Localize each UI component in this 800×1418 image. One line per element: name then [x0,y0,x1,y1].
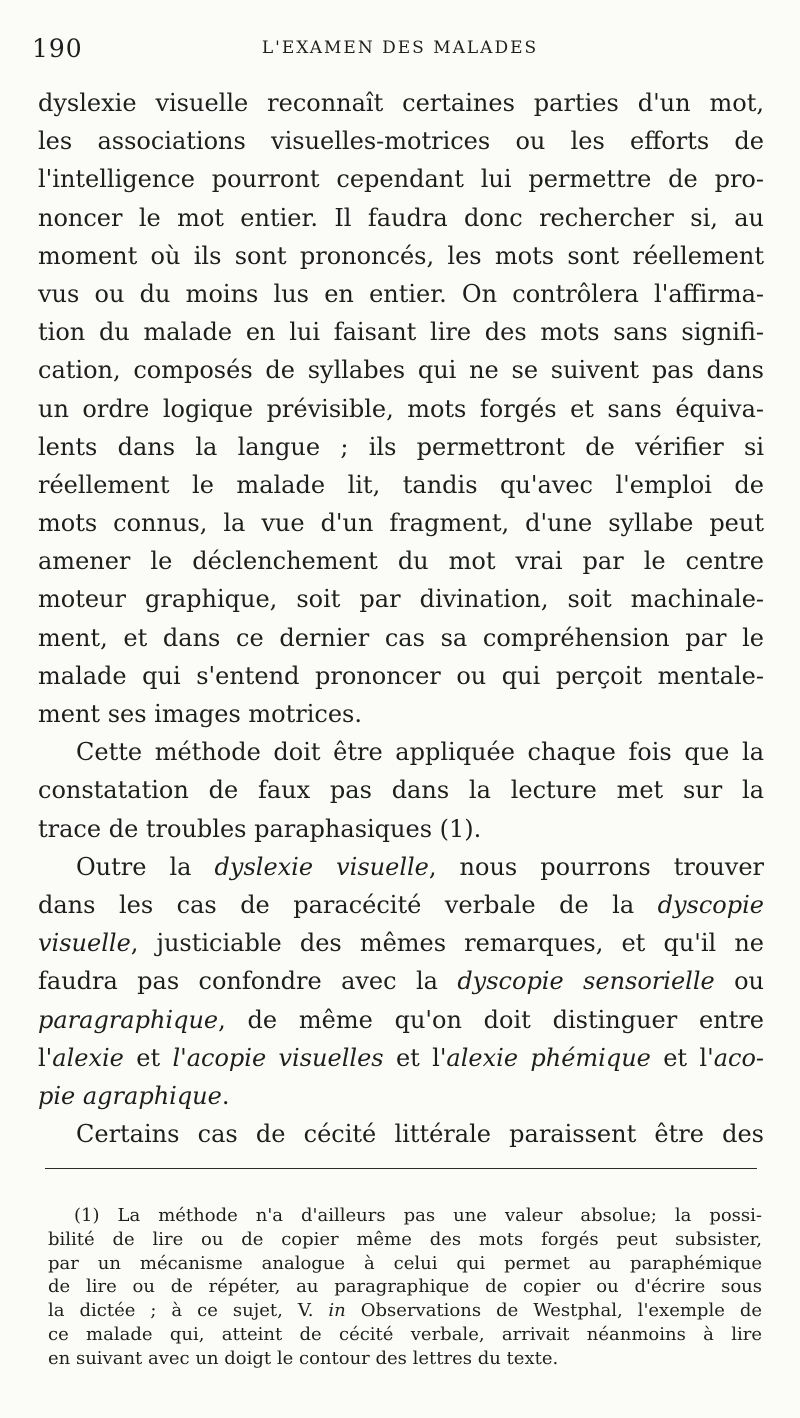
footnote-line: ce malade qui, atteint de cécité verbale, arrivait néanmoins à lire [48,1323,762,1345]
italic-term: aco- [713,1043,764,1072]
footnote-line: bilité de lire ou de copier même des mots forgés peut subsister, [48,1228,762,1250]
text-run: et [123,1043,173,1072]
text-line [38,886,764,924]
text-line: réellement le malade lit, tandis qu'avec l'emploi de [38,470,764,499]
paragraph-end-line: trace de troubles paraphasiques (1). [38,814,482,843]
paragraph-start-line: Certains cas de cécité littérale paraissent être des [76,1120,764,1149]
italic-term: l'acopie visuelles [172,1043,384,1072]
page-number: 190 [32,34,83,63]
text-run: et l' [383,1043,447,1072]
footnote-line: de lire ou de répéter, au paragraphique de copier ou d'écrire sous [48,1276,762,1298]
footnote-line [48,1299,762,1323]
text-line [38,1039,764,1077]
text-line: moment où ils sont prononcés, les mots sont réellement [38,241,764,270]
page-header [30,34,770,70]
italic-term: visuelle [38,929,131,958]
italic-term: alexie phémique [446,1043,651,1072]
text-line [38,1001,764,1039]
text-run: et l' [650,1043,714,1072]
text-run: , de même qu'on doit distinguer entre [218,1005,764,1034]
paragraph-end-line [38,1077,764,1115]
text-run: l' [38,1043,53,1072]
text-line: l'intelligence pourront cependant lui permettre de pro- [38,165,764,194]
body-text [38,84,764,1153]
text-line [38,924,764,962]
text-line: les associations visuelles-motrices ou les efforts de [38,127,764,156]
italic-term: dyslexie visuelle [214,852,429,881]
running-head: L'EXAMEN DES MALADES [261,38,539,58]
text-line: un ordre logique prévisible, mots forgés et sans équiva- [38,394,764,423]
footnote-line: par un mécanisme analogue à celui qui permet au paraphémique [48,1252,762,1274]
italic-term: alexie [52,1043,124,1072]
italic-term: pie agraphique [38,1081,222,1110]
text-line: mots connus, la vue d'un fragment, d'une syllabe peut [38,509,764,538]
text-line: amener le déclenchement du mot vrai par le centre [38,547,764,576]
text-line: tion du malade en lui faisant lire des mots sans signifi- [38,318,764,347]
paragraph-end-line: ment ses images motrices. [38,700,362,728]
text-line: malade qui s'entend prononcer ou qui perçoit mentale- [38,661,764,690]
italic-term: dyscopie sensorielle [457,967,715,996]
text-line: cation, composés de syllabes qui ne se suivent pas dans [38,356,764,385]
text-run: faudra pas confondre avec la [38,967,458,996]
footnote-separator [45,1168,757,1169]
italic-term: paragraphique [38,1005,219,1034]
paragraph-start-line: Cette méthode doit être appliquée chaque fois que la [76,738,764,767]
text-run: ou [714,967,764,996]
text-run: Outre la [76,852,215,881]
text-run: . [221,1081,230,1110]
text-line: constatation de faux pas dans la lecture met sur la [38,776,764,805]
text-line [38,962,764,1000]
text-line: dyslexie visuelle reconnaît certaines parties d'un mot, [38,89,764,117]
text-run: dans les cas de paracécité verbale de la [38,890,658,919]
text-run: , nous pourrons trouver [428,852,764,881]
text-run: , justiciable des mêmes remarques, et qu'il ne [130,929,764,958]
italic-term: dyscopie [657,890,764,919]
text-run: Observations de Westphal, l'exemple de [345,1300,763,1322]
text-line: lents dans la langue ; ils permettront de vérifier si [38,432,764,461]
footnote-line: en suivant avec un doigt le contour des lettres du texte. [48,1347,559,1369]
paragraph-start-line [38,848,764,886]
footnote-line: (1) La méthode n'a d'ailleurs pas une valeur absolue; la possi- [74,1205,762,1226]
text-run: la dictée ; à ce sujet, V. [48,1300,329,1322]
italic-term: in [328,1300,346,1322]
text-line: ment, et dans ce dernier cas sa compréhension par le [38,623,764,652]
text-line: moteur graphique, soit par divination, soit machinale- [38,585,764,614]
text-line: vus ou du moins lus en entier. On contrôlera l'affirma- [38,279,764,308]
footnote [48,1204,762,1371]
text-line: noncer le mot entier. Il faudra donc rechercher si, au [38,203,764,232]
